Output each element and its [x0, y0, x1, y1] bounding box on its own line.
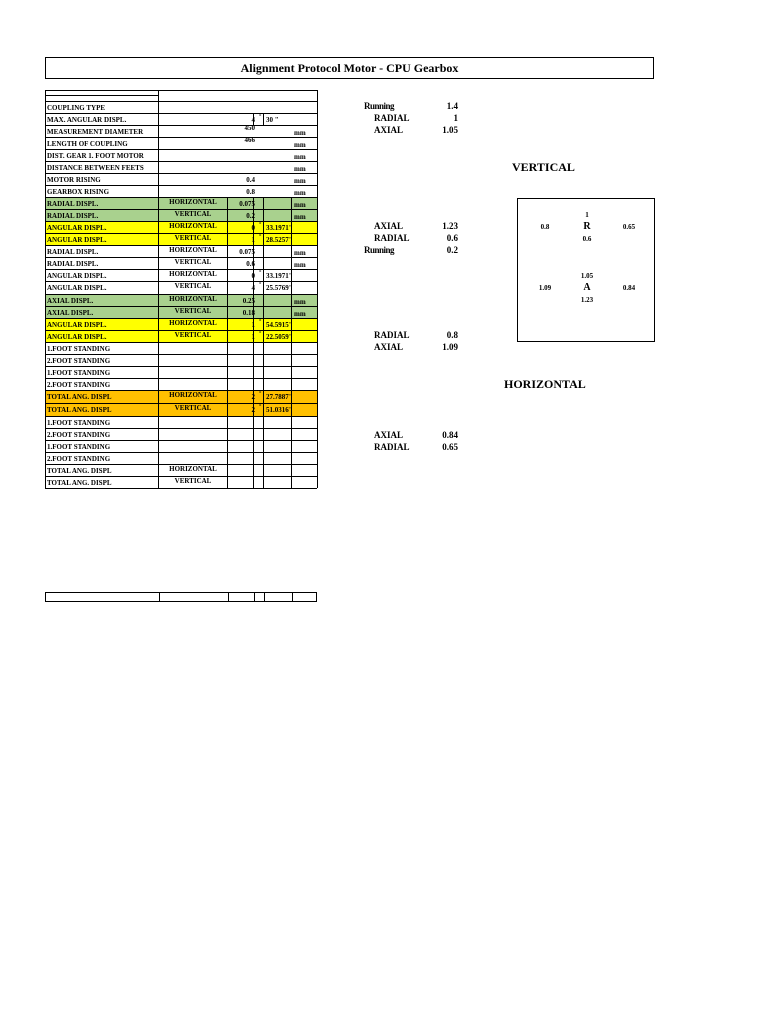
grid-line: [263, 318, 264, 330]
degree-symbol: °: [259, 234, 262, 240]
value-cell: 1: [251, 333, 255, 341]
grid-line: [227, 378, 228, 390]
summary-value: 1.05: [442, 125, 458, 135]
degree-symbol: °: [259, 222, 262, 228]
grid-line: [227, 428, 228, 440]
grid-line: [263, 440, 264, 452]
radial-right-value: 0.65: [622, 223, 636, 231]
unit-cell: mm: [294, 141, 306, 149]
grid-line: [45, 428, 317, 429]
grid-line: [291, 209, 292, 221]
row-label: 1.FOOT STANDING: [47, 345, 111, 353]
grid-line: [227, 197, 228, 209]
direction-cell: HORIZONTAL: [169, 270, 217, 278]
grid-line: [45, 342, 317, 343]
row-label: ANGULAR DISPL.: [47, 236, 107, 244]
grid-line: [253, 452, 254, 464]
grid-line: [263, 197, 264, 209]
grid-line: [263, 452, 264, 464]
row-label: ANGULAR DISPL.: [47, 272, 107, 280]
grid-line: [45, 173, 317, 174]
angle-cell: 27.7887": [266, 393, 293, 401]
degree-symbol: °: [259, 319, 262, 325]
row-label: TOTAL ANG. DISPL: [47, 393, 112, 401]
grid-line: [263, 113, 264, 125]
row-label: 2.FOOT STANDING: [47, 431, 111, 439]
grid-line: [227, 464, 228, 476]
axial-top-value: 1.05: [580, 272, 594, 280]
angle-cell: 54.5915": [266, 321, 293, 329]
value-cell: 0.4: [246, 176, 255, 184]
value-cell: 2: [251, 393, 255, 401]
row-label: DIST. GEAR 1. FOOT MOTOR: [47, 152, 144, 160]
row-label: 1.FOOT STANDING: [47, 369, 111, 377]
degree-symbol: °: [259, 404, 262, 410]
radial-bottom-value: 0.6: [582, 235, 592, 243]
axial-right-value: 0.84: [622, 284, 636, 292]
row-label: 1.FOOT STANDING: [47, 443, 111, 451]
grid-line: [45, 488, 317, 489]
grid-line: [263, 269, 264, 281]
grid-line: [291, 464, 292, 476]
value-cell: 450: [244, 124, 255, 132]
grid-line: [263, 245, 264, 257]
unit-cell: mm: [294, 310, 306, 318]
grid-line: [227, 306, 228, 318]
grid-line: [263, 476, 264, 488]
grid-line: [291, 354, 292, 366]
grid-line: [291, 197, 292, 209]
value-cell: 0.075: [239, 248, 255, 256]
row-label: 2.FOOT STANDING: [47, 381, 111, 389]
summary-label: AXIAL: [374, 430, 404, 440]
grid-line: [263, 209, 264, 221]
direction-cell: VERTICAL: [174, 210, 212, 218]
axial-letter: A: [583, 282, 591, 293]
value-cell: 1: [251, 236, 255, 244]
grid-line: [227, 476, 228, 488]
row-label: COUPLING TYPE: [47, 104, 106, 112]
row-label: RADIAL DISPL.: [47, 260, 99, 268]
angle-cell: 25.5769": [266, 284, 293, 292]
grid-line: [263, 233, 264, 245]
row-label: RADIAL DISPL.: [47, 200, 99, 208]
unit-cell: mm: [294, 177, 306, 185]
direction-cell: VERTICAL: [174, 331, 212, 339]
degree-symbol: °: [259, 331, 262, 337]
grid-line: [263, 306, 264, 318]
summary-value: 0.8: [446, 330, 458, 340]
degree-symbol: °: [259, 270, 262, 276]
degree-symbol: °: [259, 114, 262, 120]
grid-line: [317, 90, 318, 488]
row-label: ANGULAR DISPL.: [47, 284, 107, 292]
grid-line: [227, 342, 228, 354]
direction-cell: VERTICAL: [174, 258, 212, 266]
summary-value: 1.4: [446, 101, 458, 111]
value-cell: 2: [251, 406, 255, 414]
grid-line: [253, 440, 254, 452]
grid-line: [291, 245, 292, 257]
grid-line: [291, 306, 292, 318]
row-label: MAX. ANGULAR DISPL.: [47, 116, 127, 124]
value-cell: 0.18: [242, 309, 255, 317]
row-label: LENGTH OF COUPLING: [47, 140, 128, 148]
value-cell: 1: [251, 321, 255, 329]
grid-line: [291, 440, 292, 452]
grid-line: [263, 378, 264, 390]
grid-line: [253, 476, 254, 488]
grid-line: [45, 125, 317, 126]
grid-line: [291, 416, 292, 428]
grid-line: [227, 233, 228, 245]
value-cell: 4: [251, 116, 255, 124]
row-label: MOTOR RISING: [47, 176, 101, 184]
angle-cell: 33.1971": [266, 272, 293, 280]
row-label: DISTANCE BETWEEN FEETS: [47, 164, 144, 172]
grid-line: [227, 269, 228, 281]
axial-left-value: 1.09: [538, 284, 552, 292]
grid-line: [263, 330, 264, 342]
summary-label: AXIAL: [374, 221, 404, 231]
row-label: TOTAL ANG. DISPL: [47, 479, 112, 487]
grid-line: [253, 366, 254, 378]
value-cell: 0.8: [246, 188, 255, 196]
direction-cell: VERTICAL: [174, 404, 212, 412]
summary-label: Running: [364, 245, 395, 255]
grid-line: [227, 440, 228, 452]
row-label: RADIAL DISPL.: [47, 248, 99, 256]
direction-cell: HORIZONTAL: [169, 319, 217, 327]
direction-cell: HORIZONTAL: [169, 465, 217, 473]
angle-cell: 30 ": [266, 116, 279, 124]
unit-cell: mm: [294, 189, 306, 197]
grid-line: [45, 440, 317, 441]
grid-line: [227, 452, 228, 464]
direction-cell: HORIZONTAL: [169, 198, 217, 206]
degree-symbol: °: [259, 282, 262, 288]
grid-line: [227, 416, 228, 428]
grid-line: [291, 378, 292, 390]
grid-line: [227, 330, 228, 342]
direction-cell: VERTICAL: [174, 477, 212, 485]
grid-line: [263, 366, 264, 378]
direction-cell: HORIZONTAL: [169, 222, 217, 230]
grid-line: [45, 185, 317, 186]
grid-line: [253, 378, 254, 390]
summary-value: 0.65: [442, 442, 458, 452]
grid-line: [45, 452, 317, 453]
empty-table-row: [45, 592, 317, 602]
row-label: GEARBOX RISING: [47, 188, 110, 196]
grid-line: [45, 149, 317, 150]
grid-line: [263, 221, 264, 233]
grid-line: [45, 137, 317, 138]
direction-cell: VERTICAL: [174, 282, 212, 290]
degree-symbol: °: [259, 391, 262, 397]
summary-value: 0.6: [446, 233, 458, 243]
unit-cell: mm: [294, 249, 306, 257]
grid-line: [291, 366, 292, 378]
grid-line: [227, 221, 228, 233]
grid-line: [45, 95, 158, 96]
unit-cell: mm: [294, 298, 306, 306]
direction-cell: HORIZONTAL: [169, 391, 217, 399]
row-label: ANGULAR DISPL.: [47, 321, 107, 329]
radial-left-value: 0.8: [540, 223, 550, 231]
summary-label: AXIAL: [374, 342, 404, 352]
alignment-table: [45, 90, 317, 494]
summary-value: 0.84: [442, 430, 458, 440]
angle-cell: 22.5059": [266, 333, 293, 341]
grid-line: [263, 390, 264, 403]
grid-line: [263, 257, 264, 269]
row-label: TOTAL ANG. DISPL: [47, 467, 112, 475]
row-label: ANGULAR DISPL.: [47, 333, 107, 341]
summary-value: 0.2: [446, 245, 458, 255]
unit-cell: mm: [294, 201, 306, 209]
grid-line: [263, 294, 264, 306]
row-label: AXIAL DISPL.: [47, 309, 94, 317]
summary-label: RADIAL: [374, 442, 410, 452]
grid-line: [227, 257, 228, 269]
row-label: MEASUREMENT DIAMETER: [47, 128, 144, 136]
direction-cell: VERTICAL: [174, 234, 212, 242]
row-label: ANGULAR DISPL.: [47, 224, 107, 232]
summary-label: Running: [364, 101, 395, 111]
unit-cell: mm: [294, 129, 306, 137]
value-cell: 0.075: [239, 200, 255, 208]
unit-cell: mm: [294, 153, 306, 161]
row-label: AXIAL DISPL.: [47, 297, 94, 305]
grid-line: [263, 281, 264, 294]
grid-line: [45, 416, 317, 417]
grid-line: [263, 403, 264, 416]
grid-line: [263, 428, 264, 440]
row-label: 2.FOOT STANDING: [47, 455, 111, 463]
unit-cell: mm: [294, 261, 306, 269]
value-cell: 0.25: [242, 297, 255, 305]
row-label: TOTAL ANG. DISPL: [47, 406, 112, 414]
direction-cell: HORIZONTAL: [169, 246, 217, 254]
grid-line: [291, 476, 292, 488]
grid-line: [227, 318, 228, 330]
vertical-heading: VERTICAL: [512, 160, 575, 174]
grid-line: [227, 209, 228, 221]
value-cell: 466: [244, 136, 255, 144]
grid-line: [227, 294, 228, 306]
grid-line: [227, 390, 228, 403]
grid-line: [291, 428, 292, 440]
angle-cell: 28.5257": [266, 236, 293, 244]
grid-line: [45, 101, 317, 102]
grid-line: [263, 354, 264, 366]
summary-value: 1.09: [442, 342, 458, 352]
value-cell: 0.2: [246, 212, 255, 220]
row-label: RADIAL DISPL.: [47, 212, 99, 220]
summary-label: RADIAL: [374, 233, 410, 243]
summary-label: AXIAL: [374, 125, 404, 135]
grid-line: [45, 113, 317, 114]
grid-line: [291, 452, 292, 464]
angle-cell: 33.1971": [266, 224, 293, 232]
grid-line: [253, 416, 254, 428]
radial-top-value: 1: [585, 211, 589, 219]
grid-line: [227, 354, 228, 366]
protocol-title: Alignment Protocol Motor - CPU Gearbox: [45, 57, 654, 79]
grid-line: [45, 354, 317, 355]
grid-line: [45, 161, 317, 162]
grid-line: [227, 281, 228, 294]
value-cell: 4: [251, 284, 255, 292]
grid-line: [253, 464, 254, 476]
grid-line: [291, 342, 292, 354]
value-cell: 0.6: [246, 260, 255, 268]
unit-cell: mm: [294, 165, 306, 173]
grid-line: [263, 342, 264, 354]
horizontal-heading: HORIZONTAL: [504, 377, 586, 391]
radial-letter: R: [583, 221, 591, 232]
grid-line: [263, 464, 264, 476]
grid-line: [253, 428, 254, 440]
value-cell: 0: [251, 272, 255, 280]
summary-label: RADIAL: [374, 113, 410, 123]
grid-line: [45, 90, 317, 91]
grid-line: [45, 378, 317, 379]
unit-cell: mm: [294, 213, 306, 221]
summary-value: 1: [453, 113, 458, 123]
summary-label: RADIAL: [374, 330, 410, 340]
direction-cell: VERTICAL: [174, 307, 212, 315]
grid-line: [227, 403, 228, 416]
grid-line: [253, 354, 254, 366]
grid-line: [227, 245, 228, 257]
row-label: 2.FOOT STANDING: [47, 357, 111, 365]
grid-line: [253, 342, 254, 354]
grid-line: [291, 257, 292, 269]
angle-cell: 51.0316": [266, 406, 293, 414]
axial-bottom-value: 1.23: [580, 296, 594, 304]
value-cell: 0: [251, 224, 255, 232]
row-label: 1.FOOT STANDING: [47, 419, 111, 427]
grid-line: [291, 294, 292, 306]
alignment-diagram: [517, 198, 655, 342]
grid-line: [263, 416, 264, 428]
grid-line: [45, 366, 317, 367]
direction-cell: HORIZONTAL: [169, 295, 217, 303]
summary-value: 1.23: [442, 221, 458, 231]
grid-line: [227, 366, 228, 378]
